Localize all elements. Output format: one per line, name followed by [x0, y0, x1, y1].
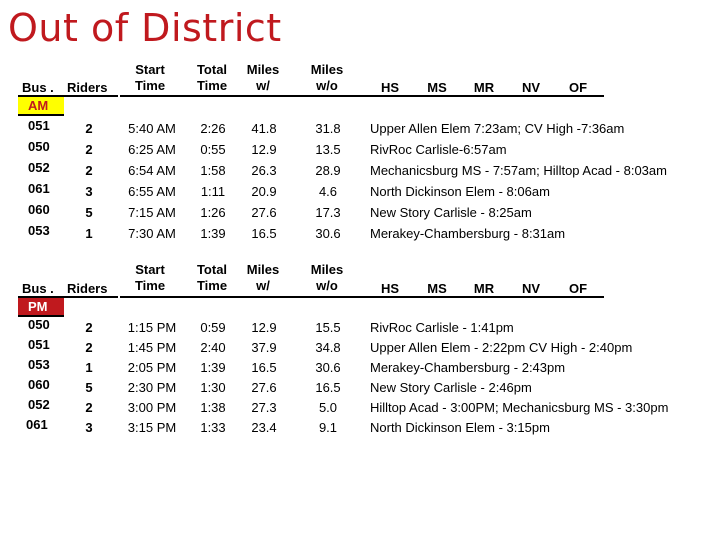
header-ms: MS [427, 80, 447, 95]
cell-riders: 2 [85, 121, 93, 136]
cell-total-time: 1:11 [200, 184, 226, 199]
header-rule-right [120, 296, 604, 298]
header-miles-w-line2: w/ [256, 78, 270, 93]
header-total-line1: Total [196, 62, 228, 77]
header-start-time [122, 262, 178, 294]
header-ms: MS [427, 281, 447, 296]
cell-bus: 060 [28, 202, 50, 217]
header-total-time [188, 262, 236, 294]
header-hs: HS [380, 281, 400, 296]
cell-total-time: 2:40 [200, 340, 226, 355]
cell-riders: 2 [85, 163, 93, 178]
cell-total-time: 1:26 [200, 205, 226, 220]
cell-start-time: 2:30 PM [127, 380, 177, 395]
header-miles-w [240, 62, 286, 94]
cell-start-time: 6:25 AM [128, 142, 176, 157]
cell-start-time: 7:30 AM [128, 226, 176, 241]
cell-riders: 2 [85, 400, 93, 415]
cell-total-time: 1:33 [200, 420, 226, 435]
header-miles-w-line2: w/ [256, 278, 270, 293]
cell-miles-wo: 13.5 [315, 142, 341, 157]
header-nv: NV [521, 80, 541, 95]
cell-miles-w: 20.9 [251, 184, 277, 199]
header-start-line1: Start [135, 262, 165, 277]
cell-riders: 5 [85, 205, 93, 220]
cell-bus: 051 [28, 118, 50, 133]
cell-miles-w: 27.6 [251, 380, 277, 395]
cell-miles-wo: 15.5 [315, 320, 341, 335]
cell-total-time: 1:58 [200, 163, 226, 178]
cell-miles-wo: 16.5 [315, 380, 341, 395]
cell-riders: 2 [85, 320, 93, 335]
cell-bus: 053 [28, 357, 50, 372]
header-bus: Bus . [22, 80, 54, 95]
header-start-line2: Time [134, 78, 166, 93]
cell-destination: Hilltop Acad - 3:00PM; Mechanicsburg MS - 3:30pm [370, 400, 669, 415]
cell-start-time: 1:45 PM [127, 340, 177, 355]
cell-start-time: 3:00 PM [127, 400, 177, 415]
pm-badge: PM [18, 298, 64, 315]
cell-miles-w: 12.9 [251, 142, 277, 157]
cell-destination: New Story Carlisle - 8:25am [370, 205, 532, 220]
cell-riders: 1 [85, 360, 93, 375]
cell-bus: 053 [28, 223, 50, 238]
cell-miles-wo: 28.9 [315, 163, 341, 178]
header-bus: Bus . [22, 281, 54, 296]
header-miles-wo-line2: w/o [316, 78, 338, 93]
cell-miles-w: 16.5 [251, 360, 277, 375]
am-badge-underline [18, 114, 64, 116]
cell-miles-wo: 4.6 [318, 184, 338, 199]
cell-miles-w: 16.5 [251, 226, 277, 241]
cell-riders: 1 [85, 226, 93, 241]
cell-total-time: 0:59 [200, 320, 226, 335]
header-miles-wo-line1: Miles [310, 262, 344, 277]
cell-miles-wo: 34.8 [315, 340, 341, 355]
header-of: OF [568, 80, 588, 95]
cell-miles-w: 37.9 [251, 340, 277, 355]
header-miles-wo-line2: w/o [316, 278, 338, 293]
cell-destination: New Story Carlisle - 2:46pm [370, 380, 532, 395]
cell-destination: Upper Allen Elem 7:23am; CV High -7:36am [370, 121, 625, 136]
cell-riders: 5 [85, 380, 93, 395]
header-miles-wo [302, 262, 352, 294]
header-of: OF [568, 281, 588, 296]
cell-start-time: 2:05 PM [127, 360, 177, 375]
cell-miles-w: 27.3 [251, 400, 277, 415]
cell-total-time: 1:39 [200, 360, 226, 375]
header-hs: HS [380, 80, 400, 95]
cell-start-time: 6:54 AM [128, 163, 176, 178]
cell-bus: 052 [28, 397, 50, 412]
cell-riders: 3 [85, 184, 93, 199]
cell-bus: 051 [28, 337, 50, 352]
cell-total-time: 0:55 [200, 142, 226, 157]
header-riders: Riders [67, 281, 108, 296]
header-miles-w-line1: Miles [246, 62, 280, 77]
cell-destination: RivRoc Carlisle-6:57am [370, 142, 507, 157]
header-start-line2: Time [134, 278, 166, 293]
cell-miles-wo: 30.6 [315, 226, 341, 241]
cell-bus: 050 [28, 317, 50, 332]
cell-start-time: 1:15 PM [127, 320, 177, 335]
header-rule-right [120, 95, 604, 97]
cell-total-time: 1:38 [200, 400, 226, 415]
cell-miles-w: 12.9 [251, 320, 277, 335]
cell-start-time: 7:15 AM [128, 205, 176, 220]
cell-destination: Merakey-Chambersburg - 2:43pm [370, 360, 566, 375]
cell-miles-wo: 30.6 [315, 360, 341, 375]
cell-riders: 3 [85, 420, 93, 435]
cell-miles-w: 27.6 [251, 205, 277, 220]
cell-miles-w: 23.4 [251, 420, 277, 435]
header-miles-w [240, 262, 286, 294]
cell-destination: Merakey-Chambersburg - 8:31am [370, 226, 566, 241]
cell-destination: Mechanicsburg MS - 7:57am; Hilltop Acad - 8:03am [370, 163, 667, 178]
header-miles-w-line1: Miles [246, 262, 280, 277]
cell-destination: RivRoc Carlisle - 1:41pm [370, 320, 514, 335]
cell-bus: 052 [28, 160, 50, 175]
cell-destination: Upper Allen Elem - 2:22pm CV High - 2:40pm [370, 340, 633, 355]
cell-miles-wo: 31.8 [315, 121, 341, 136]
cell-start-time: 5:40 AM [128, 121, 176, 136]
header-start-time [122, 62, 178, 94]
cell-miles-w: 26.3 [251, 163, 277, 178]
header-mr: MR [473, 281, 495, 296]
cell-total-time: 2:26 [200, 121, 226, 136]
cell-bus: 060 [28, 377, 50, 392]
cell-total-time: 1:30 [200, 380, 226, 395]
cell-bus: 061 [26, 417, 48, 432]
cell-start-time: 6:55 AM [128, 184, 176, 199]
cell-miles-w: 41.8 [251, 121, 277, 136]
am-badge: AM [18, 97, 64, 114]
cell-miles-wo: 9.1 [318, 420, 338, 435]
cell-total-time: 1:39 [200, 226, 226, 241]
header-total-line2: Time [196, 78, 228, 93]
header-total-time [188, 62, 236, 94]
cell-riders: 2 [85, 340, 93, 355]
cell-bus: 061 [28, 181, 50, 196]
header-nv: NV [521, 281, 541, 296]
header-mr: MR [473, 80, 495, 95]
cell-miles-wo: 17.3 [315, 205, 341, 220]
cell-destination: North Dickinson Elem - 3:15pm [370, 420, 550, 435]
cell-start-time: 3:15 PM [127, 420, 177, 435]
cell-destination: North Dickinson Elem - 8:06am [370, 184, 550, 199]
header-miles-wo-line1: Miles [310, 62, 344, 77]
header-total-line2: Time [196, 278, 228, 293]
header-total-line1: Total [196, 262, 228, 277]
header-miles-wo [302, 62, 352, 94]
header-riders: Riders [67, 80, 108, 95]
cell-miles-wo: 5.0 [318, 400, 338, 415]
page-title: Out of District [8, 6, 282, 50]
header-start-line1: Start [135, 62, 165, 77]
cell-bus: 050 [28, 139, 50, 154]
cell-riders: 2 [85, 142, 93, 157]
